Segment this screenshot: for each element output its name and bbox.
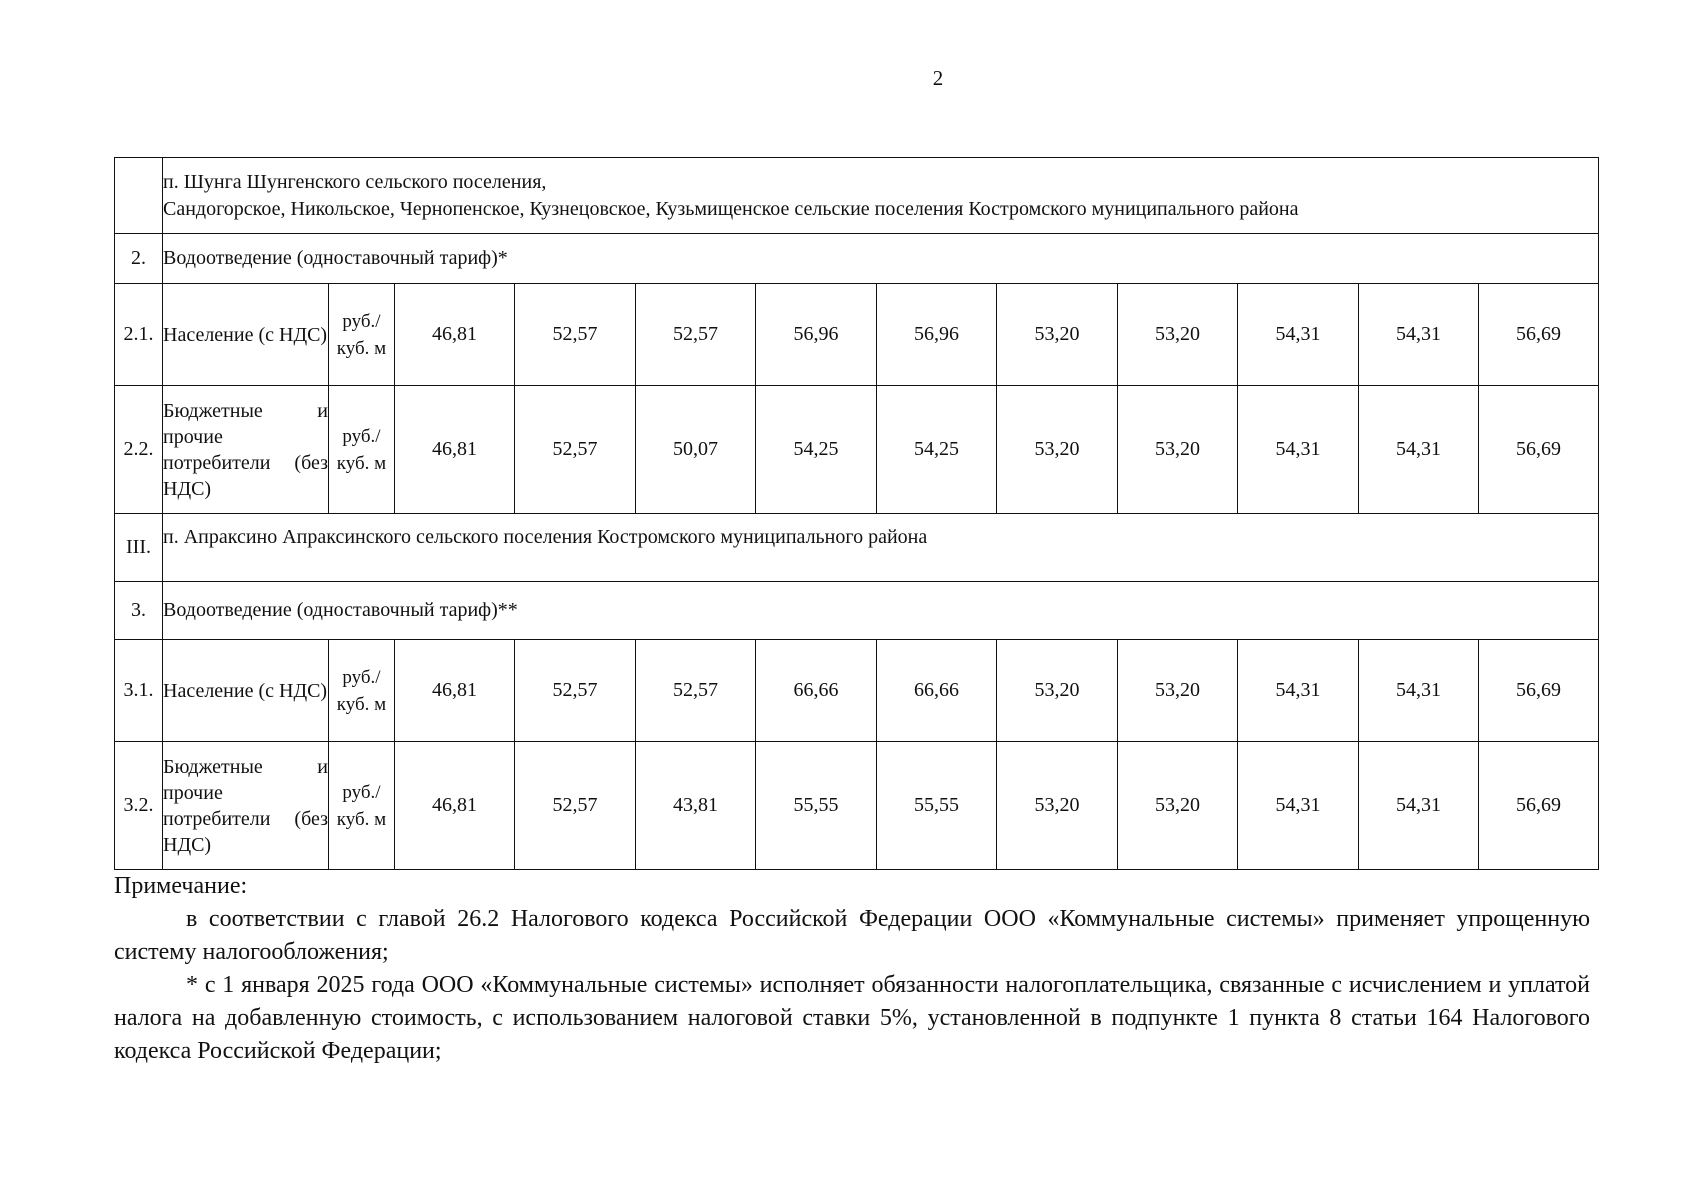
unit-cell: руб./ куб. м (329, 742, 395, 870)
tariff-value: 53,20 (997, 386, 1118, 514)
tariff-value: 56,69 (1479, 742, 1599, 870)
tariff-value: 54,31 (1238, 640, 1359, 742)
tariff-value: 55,55 (877, 742, 997, 870)
tariff-value: 52,57 (515, 742, 636, 870)
unit-cell: руб./ куб. м (329, 640, 395, 742)
tariff-value: 52,57 (515, 386, 636, 514)
table-row (115, 386, 1599, 514)
tariff-value: 53,20 (1118, 742, 1238, 870)
section-row (115, 234, 1599, 284)
tariff-value: 52,57 (515, 640, 636, 742)
consumer-category: Бюджетные и прочие потребители (без НДС) (163, 386, 329, 514)
consumer-category: Бюджетные и прочие потребители (без НДС) (163, 742, 329, 870)
tariff-value: 56,69 (1479, 386, 1599, 514)
tariff-value: 54,25 (877, 386, 997, 514)
tariff-value: 53,20 (997, 284, 1118, 386)
tariff-value: 53,20 (997, 640, 1118, 742)
tariff-value: 50,07 (636, 386, 756, 514)
tariff-value: 52,57 (515, 284, 636, 386)
tariff-value: 54,25 (756, 386, 877, 514)
tariff-value: 46,81 (395, 742, 515, 870)
area-header-num-cell (115, 158, 163, 234)
tariff-value: 53,20 (1118, 284, 1238, 386)
tariff-value: 54,31 (1238, 284, 1359, 386)
unit-cell: руб./ куб. м (329, 284, 395, 386)
unit-cell: руб./ куб. м (329, 386, 395, 514)
tariff-value: 53,20 (1118, 386, 1238, 514)
area-header-cell: п. Апраксино Апраксинского сельского поселения Костромского муниципального района (163, 514, 1599, 582)
table-row (115, 284, 1599, 386)
area-header-line-2: Сандогорское, Никольское, Чернопенское, Кузнецовское, Кузьмищенское сельские поселения Костромского муниципального района (163, 197, 1299, 220)
tariff-value: 52,57 (636, 640, 756, 742)
tariff-value: 52,57 (636, 284, 756, 386)
tariff-value: 66,66 (877, 640, 997, 742)
row-number: III. (115, 514, 163, 582)
tariff-value: 46,81 (395, 284, 515, 386)
tariff-value: 53,20 (997, 742, 1118, 870)
row-number: 3.1. (115, 640, 163, 742)
table-row (115, 742, 1599, 870)
area-header-row (115, 514, 1599, 582)
tariff-value: 55,55 (756, 742, 877, 870)
row-number: 2.2. (115, 386, 163, 514)
tariff-value: 54,31 (1238, 742, 1359, 870)
tariff-value: 66,66 (756, 640, 877, 742)
tariff-value: 53,20 (1118, 640, 1238, 742)
row-number: 2.1. (115, 284, 163, 386)
section-title: Водоотведение (одноставочный тариф)** (163, 582, 1599, 640)
section-row (115, 582, 1599, 640)
tariff-value: 56,96 (756, 284, 877, 386)
tariff-value: 54,31 (1359, 742, 1479, 870)
tariff-value: 56,69 (1479, 284, 1599, 386)
section-title: Водоотведение (одноставочный тариф)* (163, 234, 1599, 284)
tariff-value: 54,31 (1238, 386, 1359, 514)
tariff-value: 43,81 (636, 742, 756, 870)
consumer-category: Население (с НДС) (163, 640, 329, 742)
tariff-value: 54,31 (1359, 386, 1479, 514)
tariff-value: 46,81 (395, 640, 515, 742)
row-number: 3.2. (115, 742, 163, 870)
consumer-category: Население (с НДС) (163, 284, 329, 386)
notes-section (114, 870, 1590, 1068)
tariff-value: 56,96 (877, 284, 997, 386)
area-header-row (115, 158, 1599, 234)
row-number: 2. (115, 234, 163, 284)
tariff-value: 54,31 (1359, 284, 1479, 386)
tariff-table (114, 157, 1599, 870)
notes-heading: Примечание: (114, 873, 248, 899)
tariff-value: 46,81 (395, 386, 515, 514)
row-number: 3. (115, 582, 163, 640)
table-row (115, 640, 1599, 742)
area-header-line-1: п. Шунга Шунгенского сельского поселения, (163, 170, 547, 193)
area-header-cell (163, 158, 1599, 234)
note-paragraph-tax-system: в соответствии с главой 26.2 Налогового кодекса Российской Федерации ООО «Коммунальные системы» применяет упрощенную систему налогообложения; (114, 906, 1590, 965)
page-number: 2 (932, 66, 944, 90)
tariff-value: 56,69 (1479, 640, 1599, 742)
tariff-value: 54,31 (1359, 640, 1479, 742)
note-paragraph-vat: * с 1 января 2025 года ООО «Коммунальные системы» исполняет обязанности налогоплательщика, связанные с исчислением и уплатой налога на добавленную стоимость, с использованием налоговой ставки 5%, установленной в подпункте 1 пункта 8 статьи 164 Налогового кодекса Российской Федерации; (114, 972, 1590, 1064)
